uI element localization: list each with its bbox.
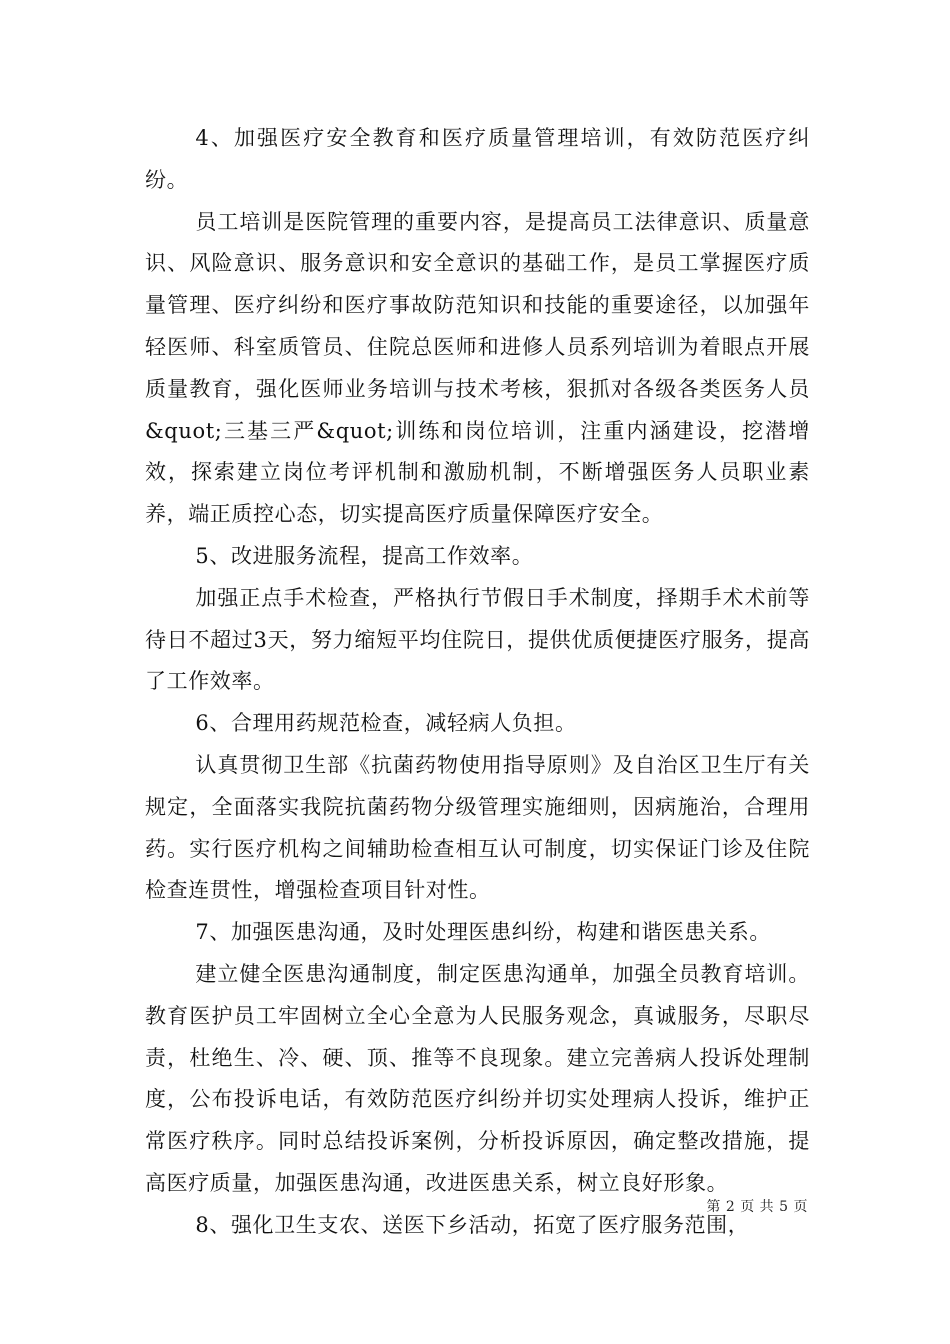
- document-body: [145, 118, 810, 1247]
- body-paragraph-medication: 认真贯彻卫生部《抗菌药物使用指导原则》及自治区卫生厅有关规定，全面落实我院抗菌药物分级管理实施细则，因病施治，合理用药。实行医疗机构之间辅助检查相互认可制度，切实保证门诊及住院检查连贯性，增强检查项目针对性。: [145, 752, 810, 903]
- heading-item-6: 6、合理用药规范检查，减轻病人负担。: [195, 711, 577, 736]
- body-paragraph-communication: 建立健全医患沟通制度，制定医患沟通单，加强全员教育培训。教育医护员工牢固树立全心全意为人民服务观念，真诚服务，尽职尽责，杜绝生、冷、硬、顶、推等不良现象。建立完善病人投诉处理制度，公布投诉电话，有效防范医疗纠纷并切实处理病人投诉，维护正常医疗秩序。同时总结投诉案例，分析投诉原因，确定整改措施，提高医疗质量，加强医患沟通，改进医患关系，树立良好形象。: [145, 961, 810, 1195]
- body-paragraph-surgery: 加强正点手术检查，严格执行节假日手术制度，择期手术术前等待日不超过3天，努力缩短平均住院日，提供优质便捷医疗服务，提高了工作效率。: [145, 585, 810, 694]
- heading-item-7: 7、加强医患沟通，及时处理医患纠纷，构建和谐医患关系。: [195, 920, 771, 945]
- heading-item-8: 8、强化卫生支农、送医下乡活动，拓宽了医疗服务范围，: [195, 1212, 750, 1237]
- heading-item-4: 4、加强医疗安全教育和医疗质量管理培训，有效防范医疗纠纷。: [145, 126, 810, 192]
- heading-item-5: 5、改进服务流程，提高工作效率。: [195, 543, 534, 568]
- page-number-footer: 第 2 页 共 5 页: [706, 1199, 808, 1215]
- body-paragraph-training: 员工培训是医院管理的重要内容，是提高员工法律意识、质量意识、风险意识、服务意识和安全意识的基础工作，是员工掌握医疗质量管理、医疗纠纷和医疗事故防范知识和技能的重要途径，以加强年轻医师、科室质管员、住院总医师和进修人员系列培训为着眼点开展质量教育，强化医师业务培训与技术考核，狠抓对各级各类医务人员&quot;三基三严&quot;训练和岗位培训，注重内涵建设，挖潜增效，探索建立岗位考评机制和激励机制，不断增强医务人员职业素养，端正质控心态，切实提高医疗质量保障医疗安全。: [145, 209, 810, 527]
